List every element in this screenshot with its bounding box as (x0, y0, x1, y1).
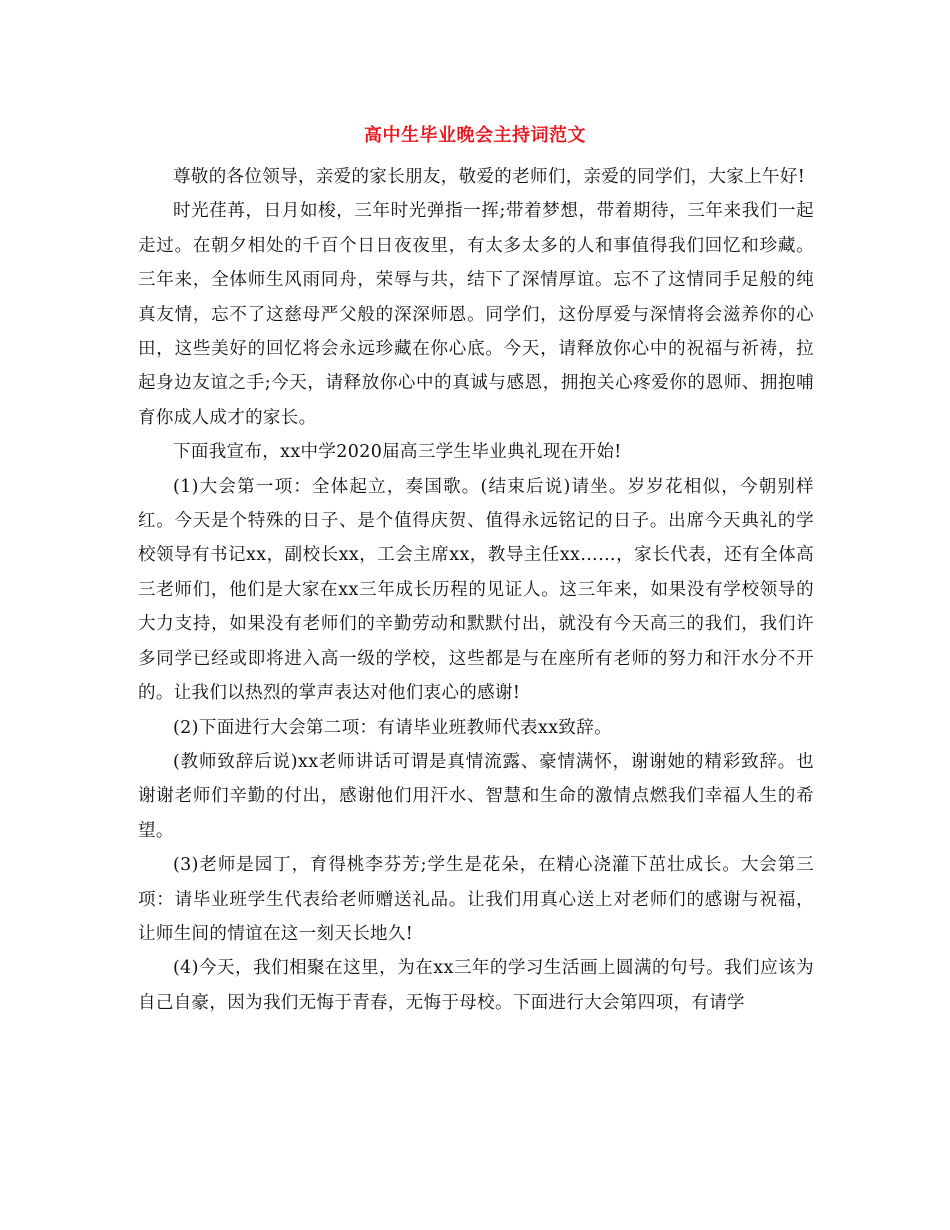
paragraph-opening: 时光荏苒，日月如梭，三年时光弹指一挥;带着梦想，带着期待，三年来我们一起走过。在朝夕相处的千百个日日夜夜里，有太多太多的人和事值得我们回忆和珍藏。三年来，全体师生风雨同舟，荣辱与共，结下了深情厚谊。忘不了这情同手足般的纯真友情，忘不了这慈母严父般的深深师恩。同学们，这份厚爱与深情将会滋养你的心田，这些美好的回忆将会永远珍藏在你心底。今天，请释放你心中的祝福与祈祷，拉起身边友谊之手;今天，请释放你心中的真诚与感恩，拥抱关心疼爱你的恩师、拥抱哺育你成人成才的家长。 (138, 201, 814, 428)
paragraph-item-4: (4)今天，我们相聚在这里，为在xx三年的学习生活画上圆满的句号。我们应该为自己自豪，因为我们无悔于青春，无悔于母校。下面进行大会第四项，有请学 (138, 958, 814, 1013)
paragraph-item-3: (3)老师是园丁，育得桃李芬芳;学生是花朵，在精心浇灌下茁壮成长。大会第三项：请毕业班学生代表给老师赠送礼品。让我们用真心送上对老师们的感谢与祝福，让师生间的情谊在这一刻天长地久! (138, 855, 814, 944)
document-title: 高中生毕业晚会主持词范文 (364, 125, 586, 146)
paragraph-item-1: (1)大会第一项：全体起立，奏国歌。(结束后说)请坐。岁岁花相似，今朝别样红。今天是个特殊的日子、是个值得庆贺、值得永远铭记的日子。出席今天典礼的学校领导有书记xx，副校长xx，工会主席xx，教导主任xx……，家长代表，还有全体高三老师们，他们是大家在xx三年成长历程的见证人。这三年来，如果没有学校领导的大力支持，如果没有老师们的辛勤劳动和默默付出，就没有今天高三的我们，我们许多同学已经或即将进入高一级的学校，这些都是与在座所有老师的努力和汗水分不开的。让我们以热烈的掌声表达对他们衷心的感谢! (138, 476, 814, 704)
paragraph-announcement: 下面我宣布，xx中学2020届高三学生毕业典礼现在开始! (173, 442, 622, 463)
paragraph-greeting: 尊敬的各位领导，亲爱的家长朋友，敬爱的老师们，亲爱的同学们，大家上午好! (173, 167, 806, 187)
paragraph-teacher-speech: (教师致辞后说)xx老师讲话可谓是真情流露、豪情满怀，谢谢她的精彩致辞。也谢谢老师们辛勤的付出，感谢他们用汗水、智慧和生命的激情点燃我们幸福人生的希望。 (138, 751, 814, 841)
document-body (138, 160, 814, 1020)
paragraph-item-2: (2)下面进行大会第二项：有请毕业班教师代表xx致辞。 (173, 717, 612, 738)
